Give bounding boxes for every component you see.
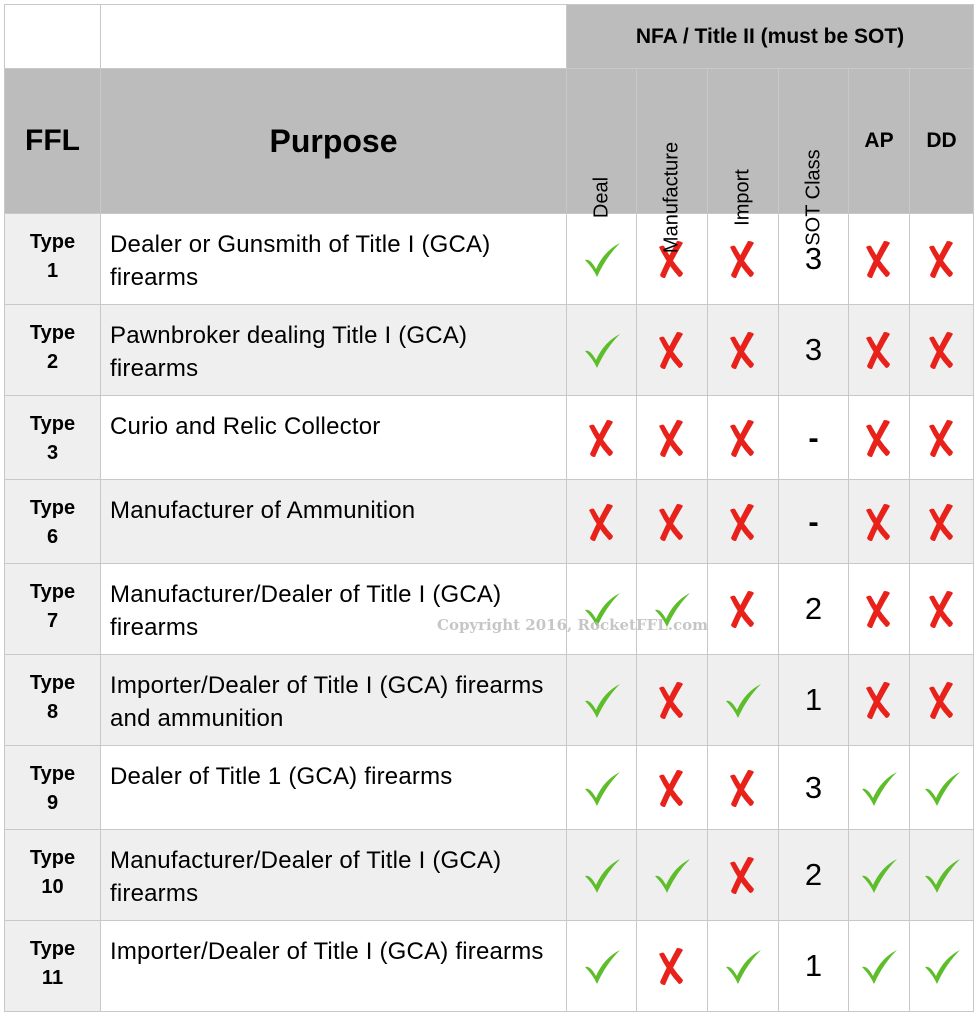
cross-icon xyxy=(857,416,901,460)
table-row xyxy=(5,921,974,1012)
ffl-type-word: Type xyxy=(29,938,76,960)
sot-class-cell: 1 xyxy=(779,655,849,746)
dd-cell xyxy=(910,305,974,396)
cross-icon xyxy=(920,587,964,631)
ffl-type-word: Type xyxy=(29,322,76,344)
purpose-cell: Dealer or Gunsmith of Title I (GCA) firearms xyxy=(101,214,567,305)
checkmark-icon xyxy=(920,766,964,810)
deal-cell xyxy=(567,305,637,396)
manufacture-cell xyxy=(637,480,708,564)
ffl-type-cell xyxy=(5,396,101,480)
purpose-cell: Manufacturer of Ammunition xyxy=(101,480,567,564)
cross-icon xyxy=(721,237,765,281)
purpose-cell: Dealer of Title 1 (GCA) firearms xyxy=(101,746,567,830)
copyright-watermark: Copyright 2016, RocketFFL.com xyxy=(437,616,709,634)
cross-icon xyxy=(857,678,901,722)
checkmark-icon xyxy=(580,766,624,810)
ffl-type-number: 6 xyxy=(46,526,59,548)
cross-icon xyxy=(650,328,694,372)
checkmark-icon xyxy=(857,766,901,810)
checkmark-icon xyxy=(721,944,765,988)
ffl-type-cell xyxy=(5,830,101,921)
purpose-column-header: Purpose xyxy=(101,69,567,214)
table-row xyxy=(5,655,974,746)
deal-cell xyxy=(567,746,637,830)
blank-header-cell xyxy=(101,5,567,69)
manufacture-cell xyxy=(637,830,708,921)
table-body xyxy=(5,214,974,1012)
table-row xyxy=(5,214,974,305)
manufacture-cell xyxy=(637,921,708,1012)
sot-class-cell: 1 xyxy=(779,921,849,1012)
cross-icon xyxy=(650,500,694,544)
import-cell xyxy=(708,305,779,396)
ap-cell xyxy=(849,746,910,830)
sot-class-cell: 3 xyxy=(779,214,849,305)
ap-cell xyxy=(849,655,910,746)
manufacture-column-header xyxy=(637,69,708,254)
ffl-type-word: Type xyxy=(29,413,76,435)
ffl-type-number: 10 xyxy=(41,876,64,898)
ffl-type-word: Type xyxy=(29,847,76,869)
checkmark-icon xyxy=(920,853,964,897)
sot-class-cell: 3 xyxy=(779,746,849,830)
deal-cell xyxy=(567,921,637,1012)
ap-cell xyxy=(849,305,910,396)
ffl-type-cell xyxy=(5,746,101,830)
purpose-cell: Manufacturer/Dealer of Title I (GCA) firearms xyxy=(101,564,567,655)
dd-cell xyxy=(910,564,974,655)
ffl-type-number: 3 xyxy=(46,442,59,464)
table-row xyxy=(5,746,974,830)
nfa-header-row xyxy=(5,5,974,69)
dd-cell xyxy=(910,655,974,746)
purpose-cell: Manufacturer/Dealer of Title I (GCA) firearms xyxy=(101,830,567,921)
cross-icon xyxy=(650,416,694,460)
dd-cell xyxy=(910,396,974,480)
deal-column-header xyxy=(567,69,637,219)
ffl-type-number: 8 xyxy=(46,701,59,723)
sot-class-cell: - xyxy=(779,480,849,564)
checkmark-icon xyxy=(857,853,901,897)
table-row xyxy=(5,305,974,396)
cross-icon xyxy=(650,678,694,722)
checkmark-icon xyxy=(580,237,624,281)
cross-icon xyxy=(920,678,964,722)
dd-cell xyxy=(910,830,974,921)
ffl-type-number: 2 xyxy=(46,351,59,373)
cross-icon xyxy=(857,587,901,631)
deal-cell xyxy=(567,214,637,305)
cross-icon xyxy=(721,416,765,460)
sot-class-cell: - xyxy=(779,396,849,480)
cross-icon xyxy=(857,237,901,281)
cross-icon xyxy=(650,944,694,988)
cross-icon xyxy=(920,500,964,544)
table-row xyxy=(5,564,974,655)
dd-cell xyxy=(910,921,974,1012)
ffl-type-word: Type xyxy=(29,231,76,253)
ap-column-header: AP xyxy=(849,69,910,214)
import-cell xyxy=(708,480,779,564)
ffl-type-number: 7 xyxy=(46,610,59,632)
purpose-cell: Importer/Dealer of Title I (GCA) firearms and ammunition xyxy=(101,655,567,746)
import-header-label: Import xyxy=(731,169,754,226)
column-header-row xyxy=(5,69,974,214)
table-row xyxy=(5,830,974,921)
sot-class-cell: 2 xyxy=(779,830,849,921)
cross-icon xyxy=(721,328,765,372)
ffl-type-cell xyxy=(5,214,101,305)
cross-icon xyxy=(721,587,765,631)
checkmark-icon xyxy=(721,678,765,722)
checkmark-icon xyxy=(580,853,624,897)
ffl-column-header: FFL xyxy=(5,69,101,214)
purpose-cell: Importer/Dealer of Title I (GCA) firearms xyxy=(101,921,567,1012)
import-cell xyxy=(708,396,779,480)
dd-cell xyxy=(910,214,974,305)
manufacture-cell xyxy=(637,655,708,746)
deal-cell xyxy=(567,480,637,564)
nfa-title-ii-header: NFA / Title II (must be SOT) xyxy=(567,5,974,69)
ap-cell xyxy=(849,921,910,1012)
ap-cell xyxy=(849,214,910,305)
import-cell xyxy=(708,746,779,830)
blank-corner-cell xyxy=(5,5,101,69)
ap-cell xyxy=(849,564,910,655)
cross-icon xyxy=(920,237,964,281)
cross-icon xyxy=(920,416,964,460)
deal-cell xyxy=(567,655,637,746)
checkmark-icon xyxy=(920,944,964,988)
sot-class-cell: 2 xyxy=(779,564,849,655)
ffl-type-cell xyxy=(5,305,101,396)
cross-icon xyxy=(920,328,964,372)
import-column-header xyxy=(708,69,779,226)
manufacture-cell xyxy=(637,305,708,396)
cross-icon xyxy=(721,500,765,544)
ffl-type-word: Type xyxy=(29,763,76,785)
ap-cell xyxy=(849,396,910,480)
checkmark-icon xyxy=(857,944,901,988)
import-cell xyxy=(708,655,779,746)
checkmark-icon xyxy=(580,678,624,722)
ffl-type-cell xyxy=(5,921,101,1012)
ffl-type-word: Type xyxy=(29,672,76,694)
purpose-cell: Curio and Relic Collector xyxy=(101,396,567,480)
sot-class-column-header xyxy=(779,69,849,246)
import-cell xyxy=(708,830,779,921)
cross-icon xyxy=(650,766,694,810)
cross-icon xyxy=(580,416,624,460)
ffl-type-word: Type xyxy=(29,581,76,603)
ap-cell xyxy=(849,480,910,564)
cross-icon xyxy=(721,853,765,897)
import-cell xyxy=(708,921,779,1012)
ffl-type-word: Type xyxy=(29,497,76,519)
deal-cell xyxy=(567,564,637,655)
dd-column-header: DD xyxy=(910,69,974,214)
ffl-type-number: 1 xyxy=(46,260,59,282)
manufacture-header-label: Manufacture xyxy=(660,141,683,254)
ffl-type-cell xyxy=(5,480,101,564)
manufacture-cell xyxy=(637,746,708,830)
cross-icon xyxy=(857,328,901,372)
ffl-type-number: 9 xyxy=(46,792,59,814)
purpose-cell: Pawnbroker dealing Title I (GCA) firearms xyxy=(101,305,567,396)
cross-icon xyxy=(580,500,624,544)
table-row xyxy=(5,480,974,564)
dd-cell xyxy=(910,746,974,830)
deal-cell xyxy=(567,830,637,921)
cross-icon xyxy=(857,500,901,544)
manufacture-cell xyxy=(637,396,708,480)
ffl-type-number: 11 xyxy=(41,967,64,989)
checkmark-icon xyxy=(580,944,624,988)
ffl-type-cell xyxy=(5,655,101,746)
checkmark-icon xyxy=(580,328,624,372)
import-cell xyxy=(708,214,779,305)
cross-icon xyxy=(721,766,765,810)
import-cell xyxy=(708,564,779,655)
sot-class-cell: 3 xyxy=(779,305,849,396)
manufacture-cell xyxy=(637,564,708,655)
checkmark-icon xyxy=(650,853,694,897)
ap-cell xyxy=(849,830,910,921)
deal-cell xyxy=(567,396,637,480)
sot-class-header-label: SOT Class xyxy=(802,149,824,246)
table-row xyxy=(5,396,974,480)
ffl-types-table xyxy=(4,4,974,1012)
dd-cell xyxy=(910,480,974,564)
ffl-type-cell xyxy=(5,564,101,655)
deal-header-label: Deal xyxy=(590,176,612,219)
